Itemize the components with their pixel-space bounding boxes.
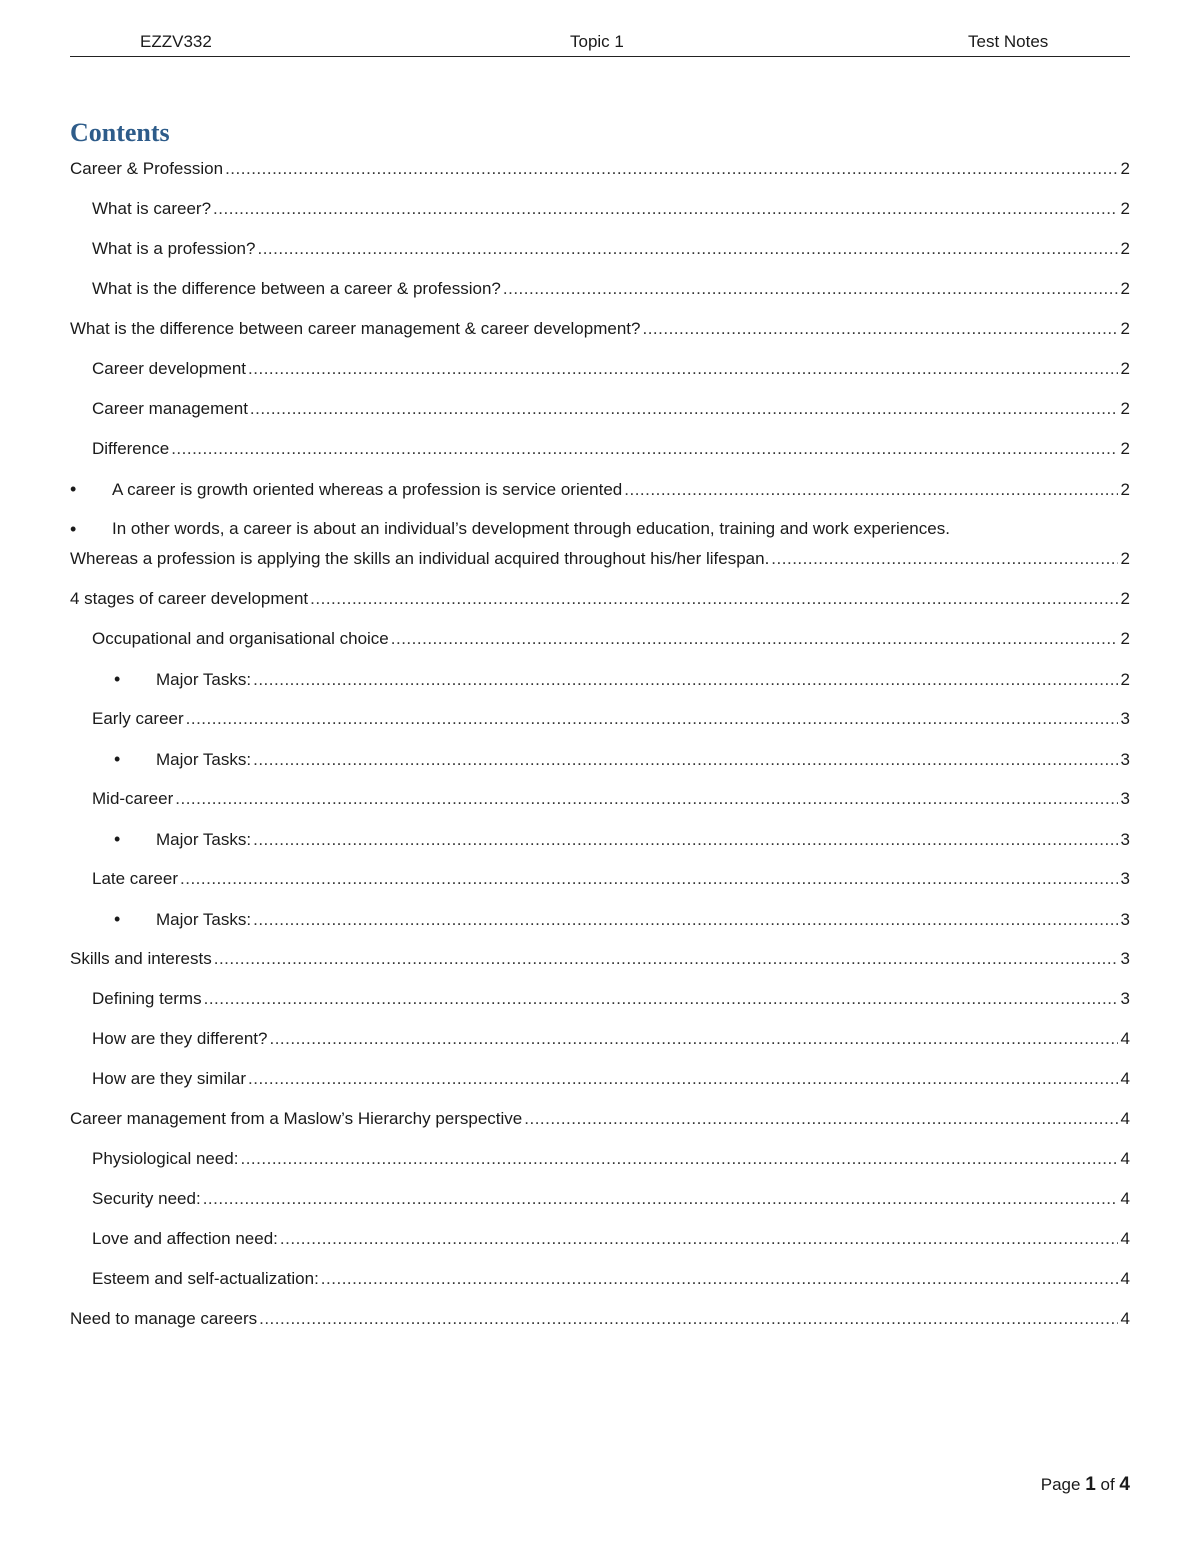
dot-leader [250,398,1118,420]
dot-leader [624,479,1118,500]
toc-entry-page: 4 [1120,1229,1130,1248]
toc-entry-page: 4 [1120,1029,1130,1048]
dot-leader [253,909,1118,930]
toc-entry[interactable] [70,1108,1130,1130]
dot-leader [203,1188,1118,1210]
toc-entry[interactable] [70,358,1130,380]
toc-entry[interactable] [70,1308,1130,1330]
toc-entry-label: What is the difference between career management & career development? [70,319,641,338]
toc-entry-page: 2 [1120,199,1130,218]
toc-entry-label: Physiological need: [92,1149,239,1168]
toc-entry[interactable] [70,628,1130,650]
toc-entry-label: Career management [92,399,248,418]
bullet-icon: • [114,829,121,849]
toc-entry-label: What is career? [92,199,212,218]
footer-page-word: Page [1040,1475,1081,1494]
toc-entry-page: 3 [1120,989,1130,1008]
toc-entry[interactable] [70,908,1130,930]
header-course-code: EZZV332 [140,32,212,51]
bullet-icon: • [70,519,77,539]
toc-entry-label: Major Tasks: [156,910,252,929]
toc-entry-label: Mid-career [92,789,174,808]
toc-entry-label: Major Tasks: [156,670,252,689]
toc-entry-label: Security need: [92,1189,201,1208]
dot-leader [171,438,1118,460]
header-doc-type: Test Notes [968,32,1049,51]
toc-entry[interactable] [70,1028,1130,1050]
toc-entry-page: 4 [1120,1109,1130,1128]
toc-entry-page: 2 [1120,399,1130,418]
toc-entry[interactable] [70,278,1130,300]
toc-entry[interactable] [70,318,1130,340]
toc-entry-page: 4 [1120,1069,1130,1088]
bullet-icon: • [114,749,121,769]
dot-leader [253,829,1118,850]
toc-entry-label: Early career [92,709,184,728]
toc-entry-label: In other words, a career is about an individual’s development through education, training and work experiences. [112,519,950,538]
toc-entry[interactable] [70,868,1130,890]
dot-leader [248,358,1118,380]
toc-entry-label: Career development [92,359,247,378]
contents-heading: Contents [70,118,170,147]
dot-leader [253,749,1118,770]
dot-leader [204,988,1118,1010]
toc-entry-label: Skills and interests [70,949,212,968]
toc-entry[interactable] [70,948,1130,970]
toc-entry-page: 3 [1120,789,1130,808]
toc-entry[interactable] [70,668,1130,690]
toc-entry[interactable] [70,438,1130,460]
toc-entry-page: 2 [1120,480,1130,499]
header-topic: Topic 1 [570,32,624,51]
dot-leader [175,788,1118,810]
toc-entry[interactable] [70,478,1130,500]
toc-entry-label: Occupational and organisational choice [92,629,389,648]
toc-entry-page: 2 [1120,239,1130,258]
table-of-contents [70,158,1130,1348]
toc-entry-label: Defining terms [92,989,202,1008]
toc-entry-label: Late career [92,869,178,888]
dot-leader [253,669,1118,690]
toc-entry-label: How are they similar [92,1069,246,1088]
toc-entry-page: 2 [1120,279,1130,298]
toc-entry-page: 3 [1120,750,1130,769]
dot-leader [391,628,1118,650]
toc-entry-page: 2 [1120,589,1130,608]
toc-entry-page: 2 [1120,439,1130,458]
toc-entry-label: Love and affection need: [92,1229,278,1248]
toc-entry[interactable] [70,588,1130,610]
dot-leader [524,1108,1118,1130]
toc-entry-page: 4 [1120,1189,1130,1208]
dot-leader [503,278,1118,300]
dot-leader [214,948,1118,970]
toc-entry[interactable] [70,518,1130,570]
toc-entry-label: Major Tasks: [156,750,252,769]
footer-total-pages: 4 [1119,1474,1130,1495]
toc-entry[interactable] [70,828,1130,850]
toc-entry-page: 2 [1120,629,1130,648]
dot-leader [225,158,1118,180]
toc-entry-label: Career & Profession [70,159,224,178]
toc-entry-page: 2 [1120,549,1130,568]
dot-leader [280,1228,1118,1250]
toc-entry-page: 3 [1120,869,1130,888]
toc-entry[interactable] [70,238,1130,260]
bullet-icon: • [114,669,121,689]
toc-entry-page: 4 [1120,1149,1130,1168]
toc-entry-label-continued: Whereas a profession is applying the skills an individual acquired throughout his/her lifespan. [70,549,770,568]
toc-entry[interactable] [70,198,1130,220]
dot-leader [259,1308,1118,1330]
footer-of-word: of [1100,1475,1115,1494]
toc-entry[interactable] [70,158,1130,180]
toc-entry-label: Major Tasks: [156,830,252,849]
toc-entry[interactable] [70,1268,1130,1290]
toc-entry-page: 2 [1120,319,1130,338]
dot-leader [180,868,1118,890]
toc-entry-page: 3 [1120,709,1130,728]
dot-leader [248,1068,1118,1090]
dot-leader [321,1268,1118,1290]
toc-entry[interactable] [70,748,1130,770]
toc-entry-label: Need to manage careers [70,1309,258,1328]
dot-leader [186,708,1118,730]
toc-entry[interactable] [70,1148,1130,1170]
toc-entry-page: 4 [1120,1269,1130,1288]
toc-entry-label: Esteem and self-actualization: [92,1269,319,1288]
toc-entry-label: How are they different? [92,1029,268,1048]
toc-entry-label: Career management from a Maslow’s Hierarchy perspective [70,1109,523,1128]
dot-leader [257,238,1118,260]
toc-entry-page: 2 [1120,670,1130,689]
dot-leader [269,1028,1118,1050]
toc-entry[interactable] [70,988,1130,1010]
dot-leader [771,548,1118,570]
toc-entry[interactable] [70,398,1130,420]
toc-entry-page: 4 [1120,1309,1130,1328]
dot-leader [213,198,1118,220]
dot-leader [240,1148,1118,1170]
dot-leader [310,588,1118,610]
toc-entry-label: What is the difference between a career & profession? [92,279,501,298]
page-footer [1041,1474,1130,1496]
toc-entry[interactable] [70,1228,1130,1250]
footer-current-page: 1 [1085,1474,1096,1495]
toc-entry-label: What is a profession? [92,239,256,258]
toc-entry[interactable] [70,1188,1130,1210]
toc-entry-page: 3 [1120,949,1130,968]
toc-entry-page: 3 [1120,830,1130,849]
bullet-icon: • [70,479,77,499]
bullet-icon: • [114,909,121,929]
page-header [70,30,1130,57]
toc-entry-label: A career is growth oriented whereas a profession is service oriented [112,480,623,499]
toc-entry-label: 4 stages of career development [70,589,309,608]
toc-entry[interactable] [70,788,1130,810]
toc-entry[interactable] [70,708,1130,730]
toc-entry-page: 2 [1120,359,1130,378]
dot-leader [642,318,1118,340]
toc-entry[interactable] [70,1068,1130,1090]
toc-entry-page: 3 [1120,910,1130,929]
toc-entry-label: Difference [92,439,170,458]
toc-entry-page: 2 [1120,159,1130,178]
